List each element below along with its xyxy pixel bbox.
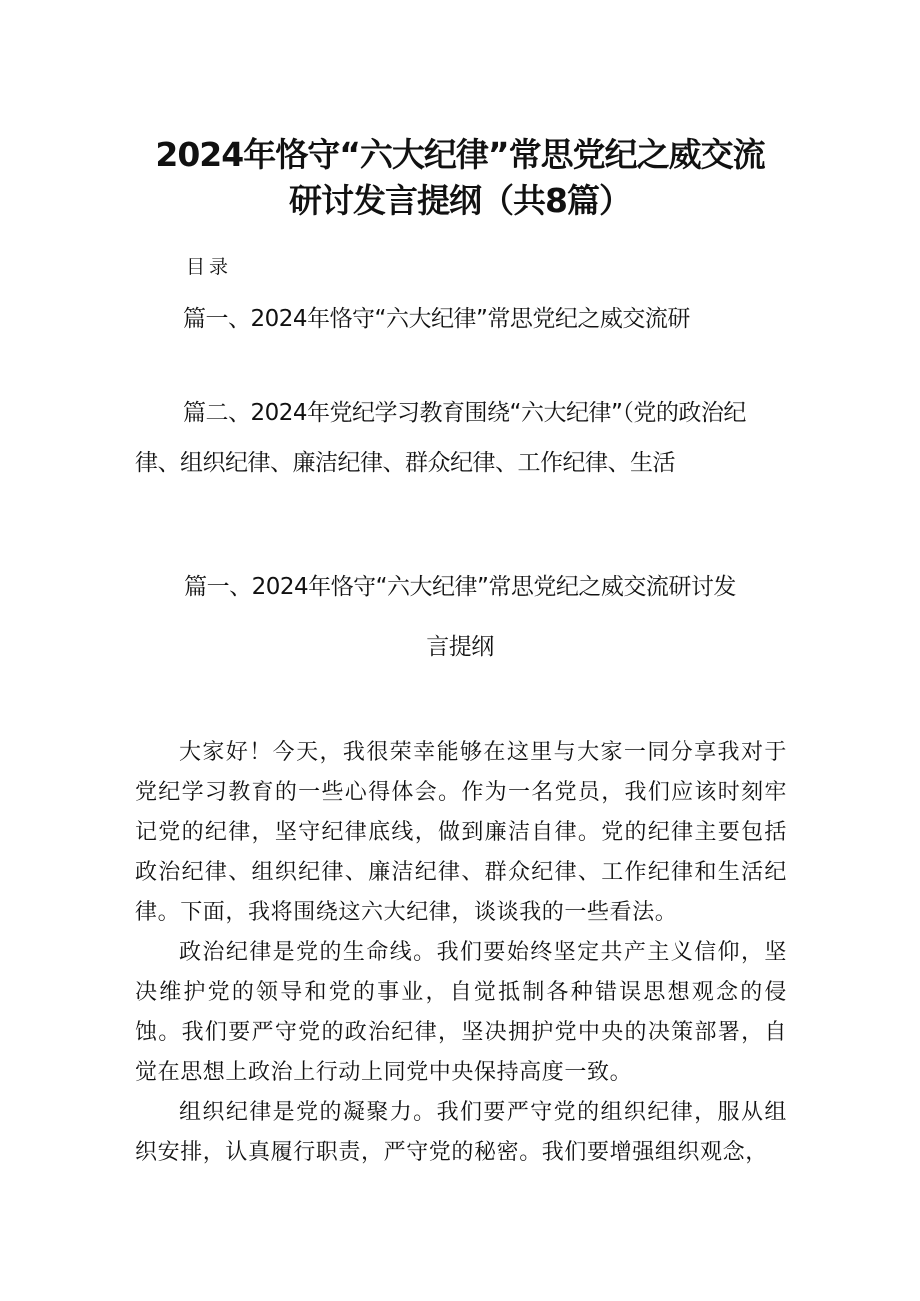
document-title-line-2: 研讨发言提纲（共8篇） [289,181,631,220]
toc-entry-2-line-2[interactable]: 律、组织纪律、廉洁纪律、群众纪律、工作纪律、生活 [135,450,675,476]
toc-entry-2-line-1[interactable]: 篇二、2024年党纪学习教育围绕“六大纪律”（党的政治纪 [183,400,746,426]
toc-heading: 目录 [186,256,233,278]
body-paragraph: 大家好！今天，我很荣幸能够在这里与大家一同分享我对于党纪学习教育的一些心得体会。作为一名党员，我们应该时刻牢记党的纪律，坚守纪律底线，做到廉洁自律。党的纪律主要包括政治纪律、组织纪律、廉洁纪律、群众纪律、工作纪律和生活纪律。下面，我将围绕这六大纪律，谈谈我的一些看法。 [135,740,787,925]
document-title-line-1: 2024年恪守“六大纪律”常思党纪之威交流 [155,135,765,174]
section-title-line-1: 篇一、2024年恪守“六大纪律”常思党纪之威交流研讨发 [184,574,736,600]
section-body [135,733,787,1173]
body-paragraph: 组织纪律是党的凝聚力。我们要严守党的组织纪律，服从组织安排，认真履行职责，严守党的秘密。我们要增强组织观念， [135,1100,787,1165]
body-paragraph: 政治纪律是党的生命线。我们要始终坚定共产主义信仰，坚决维护党的领导和党的事业，自觉抵制各种错误思想观念的侵蚀。我们要严守党的政治纪律，坚决拥护党中央的决策部署，自觉在思想上政治上行动上同党中央保持高度一致。 [135,940,787,1085]
section-title-line-2: 言提纲 [426,634,494,660]
toc-entry-1[interactable]: 篇一、2024年恪守“六大纪律”常思党纪之威交流研 [183,306,690,332]
